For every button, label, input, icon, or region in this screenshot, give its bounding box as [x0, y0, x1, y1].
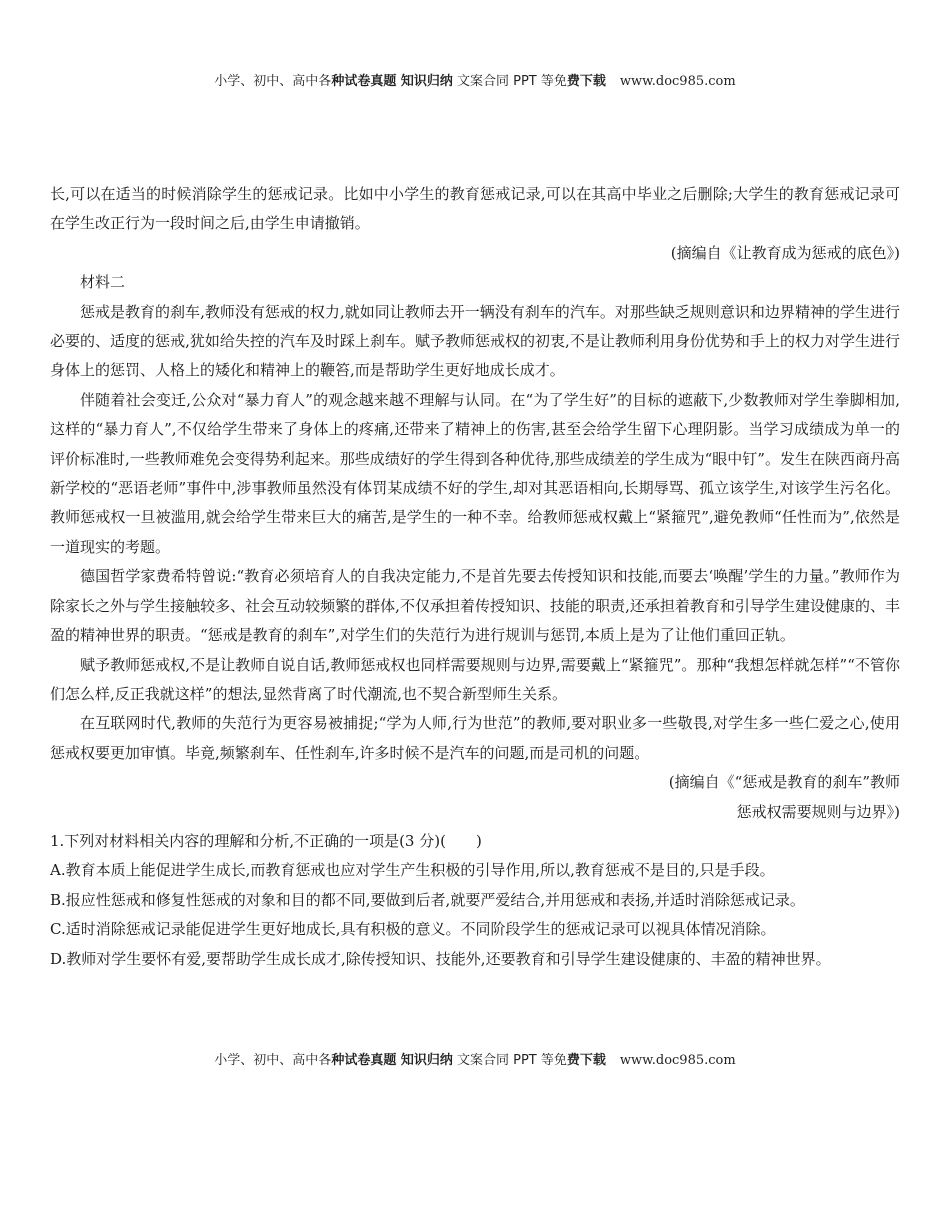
banner-site-link[interactable]: www.doc985.com [619, 74, 736, 89]
material-2-heading: 材料二 [80, 273, 126, 292]
continued-paragraph: 长,可以在适当的时候消除学生的惩戒记录。比如中小学生的教育惩戒记录,可以在其高中毕业之后删除;大学生的教育惩戒记录可在学生改正行为一段时间之后,由学生申请撤销。 [50, 185, 900, 233]
footer-banner [0, 1049, 950, 1068]
banner-text-5: 费下载 [566, 1053, 606, 1068]
banner-text-3: 知识归纳 [396, 74, 453, 89]
question-stem: 1.下列对材料相关内容的理解和分析,不正确的一项是(3 分)( ) [50, 831, 482, 850]
banner-text-2: 种试卷真题 [331, 74, 397, 89]
source-note-2-line-1: (摘编自《“惩戒是教育的刹车”教师 [668, 773, 900, 792]
option-a: A.教育本质上能促进学生成长,而教育惩戒也应对学生产生积极的引导作用,所以,教育惩戒不是目的,只是手段。 [50, 861, 775, 880]
header-banner [0, 70, 950, 89]
banner-text-2: 种试卷真题 [331, 1053, 397, 1068]
paragraph-3: 德国哲学家费希特曾说:“教育必须培育人的自我决定能力,不是首先要去传授知识和技能,而要去‘唤醒’学生的力量。”教师作为除家长之外与学生接触较多、社会互动较频繁的群体,不仅承担着传授知识、技能的职责,还承担着教育和引导学生建设健康的、丰盈的精神世界的职责。“惩戒是教育的刹车”,对学生们的失范行为进行规训与惩罚,本质上是为了让他们重回正轨。 [50, 567, 900, 645]
source-note-2-line-2: 惩戒权需要规则与边界》) [736, 802, 900, 821]
option-d: D.教师对学生要怀有爱,要帮助学生成长成才,除传授知识、技能外,还要教育和引导学生建设健康的、丰盈的精神世界。 [50, 949, 831, 968]
paragraph-5: 在互联网时代,教师的失范行为更容易被捕捉;“学为人师,行为世范”的教师,要对职业多一些敬畏,对学生多一些仁爱之心,使用惩戒权要更加审慎。毕竟,频繁刹车、任性刹车,许多时候不是汽车的问题,而是司机的问题。 [50, 714, 900, 762]
banner-site-link[interactable]: www.doc985.com [619, 1053, 736, 1068]
source-note-1: (摘编自《让教育成为惩戒的底色》) [670, 243, 900, 262]
banner-text-4: 文案合同 PPT 等免 [452, 74, 567, 89]
banner-text-3: 知识归纳 [396, 1053, 453, 1068]
banner-text-1: 小学、初中、高中各 [214, 1053, 332, 1068]
banner-text-4: 文案合同 PPT 等免 [452, 1053, 567, 1068]
paragraph-4: 赋予教师惩戒权,不是让教师自说自话,教师惩戒权也同样需要规则与边界,需要戴上“紧箍咒”。那种“我想怎样就怎样”“不管你们怎么样,反正我就这样”的想法,显然背离了时代潮流,也不契合新型师生关系。 [50, 655, 900, 703]
option-b: B.报应性惩戒和修复性惩戒的对象和目的都不同,要做到后者,就要严爱结合,并用惩戒和表扬,并适时消除惩戒记录。 [50, 890, 805, 909]
document-body [50, 180, 900, 974]
paragraph-2: 伴随着社会变迁,公众对“暴力育人”的观念越来越不理解与认同。在“为了学生好”的目标的遮蔽下,少数教师对学生拳脚相加,这样的“暴力育人”,不仅给学生带来了身体上的疼痛,还带来了精神上的伤害,甚至会给学生留下心理阴影。当学习成绩成为单一的评价标准时,一些教师难免会变得势利起来。那些成绩好的学生得到各种优待,那些成绩差的学生成为“眼中钉”。发生在陕西商丹高新学校的“恶语老师”事件中,涉事教师虽然没有体罚某成绩不好的学生,却对其恶语相向,长期辱骂、孤立该学生,对该学生污名化。教师惩戒权一旦被滥用,就会给学生带来巨大的痛苦,是学生的一种不幸。给教师惩戒权戴上“紧箍咒”,避免教师“任性而为”,依然是一道现实的考题。 [50, 390, 900, 556]
option-c: C.适时消除惩戒记录能促进学生更好地成长,具有积极的意义。不同阶段学生的惩戒记录可以视具体情况消除。 [50, 920, 776, 939]
paragraph-1: 惩戒是教育的刹车,教师没有惩戒的权力,就如同让教师去开一辆没有刹车的汽车。对那些缺乏规则意识和边界精神的学生进行必要的、适度的惩戒,犹如给失控的汽车及时踩上刹车。赋予教师惩戒权的初衷,不是让教师利用身份优势和手上的权力对学生进行身体上的惩罚、人格上的矮化和精神上的鞭笞,而是帮助学生更好地成长成才。 [50, 302, 900, 380]
banner-text-1: 小学、初中、高中各 [214, 74, 332, 89]
banner-text-5: 费下载 [566, 74, 606, 89]
